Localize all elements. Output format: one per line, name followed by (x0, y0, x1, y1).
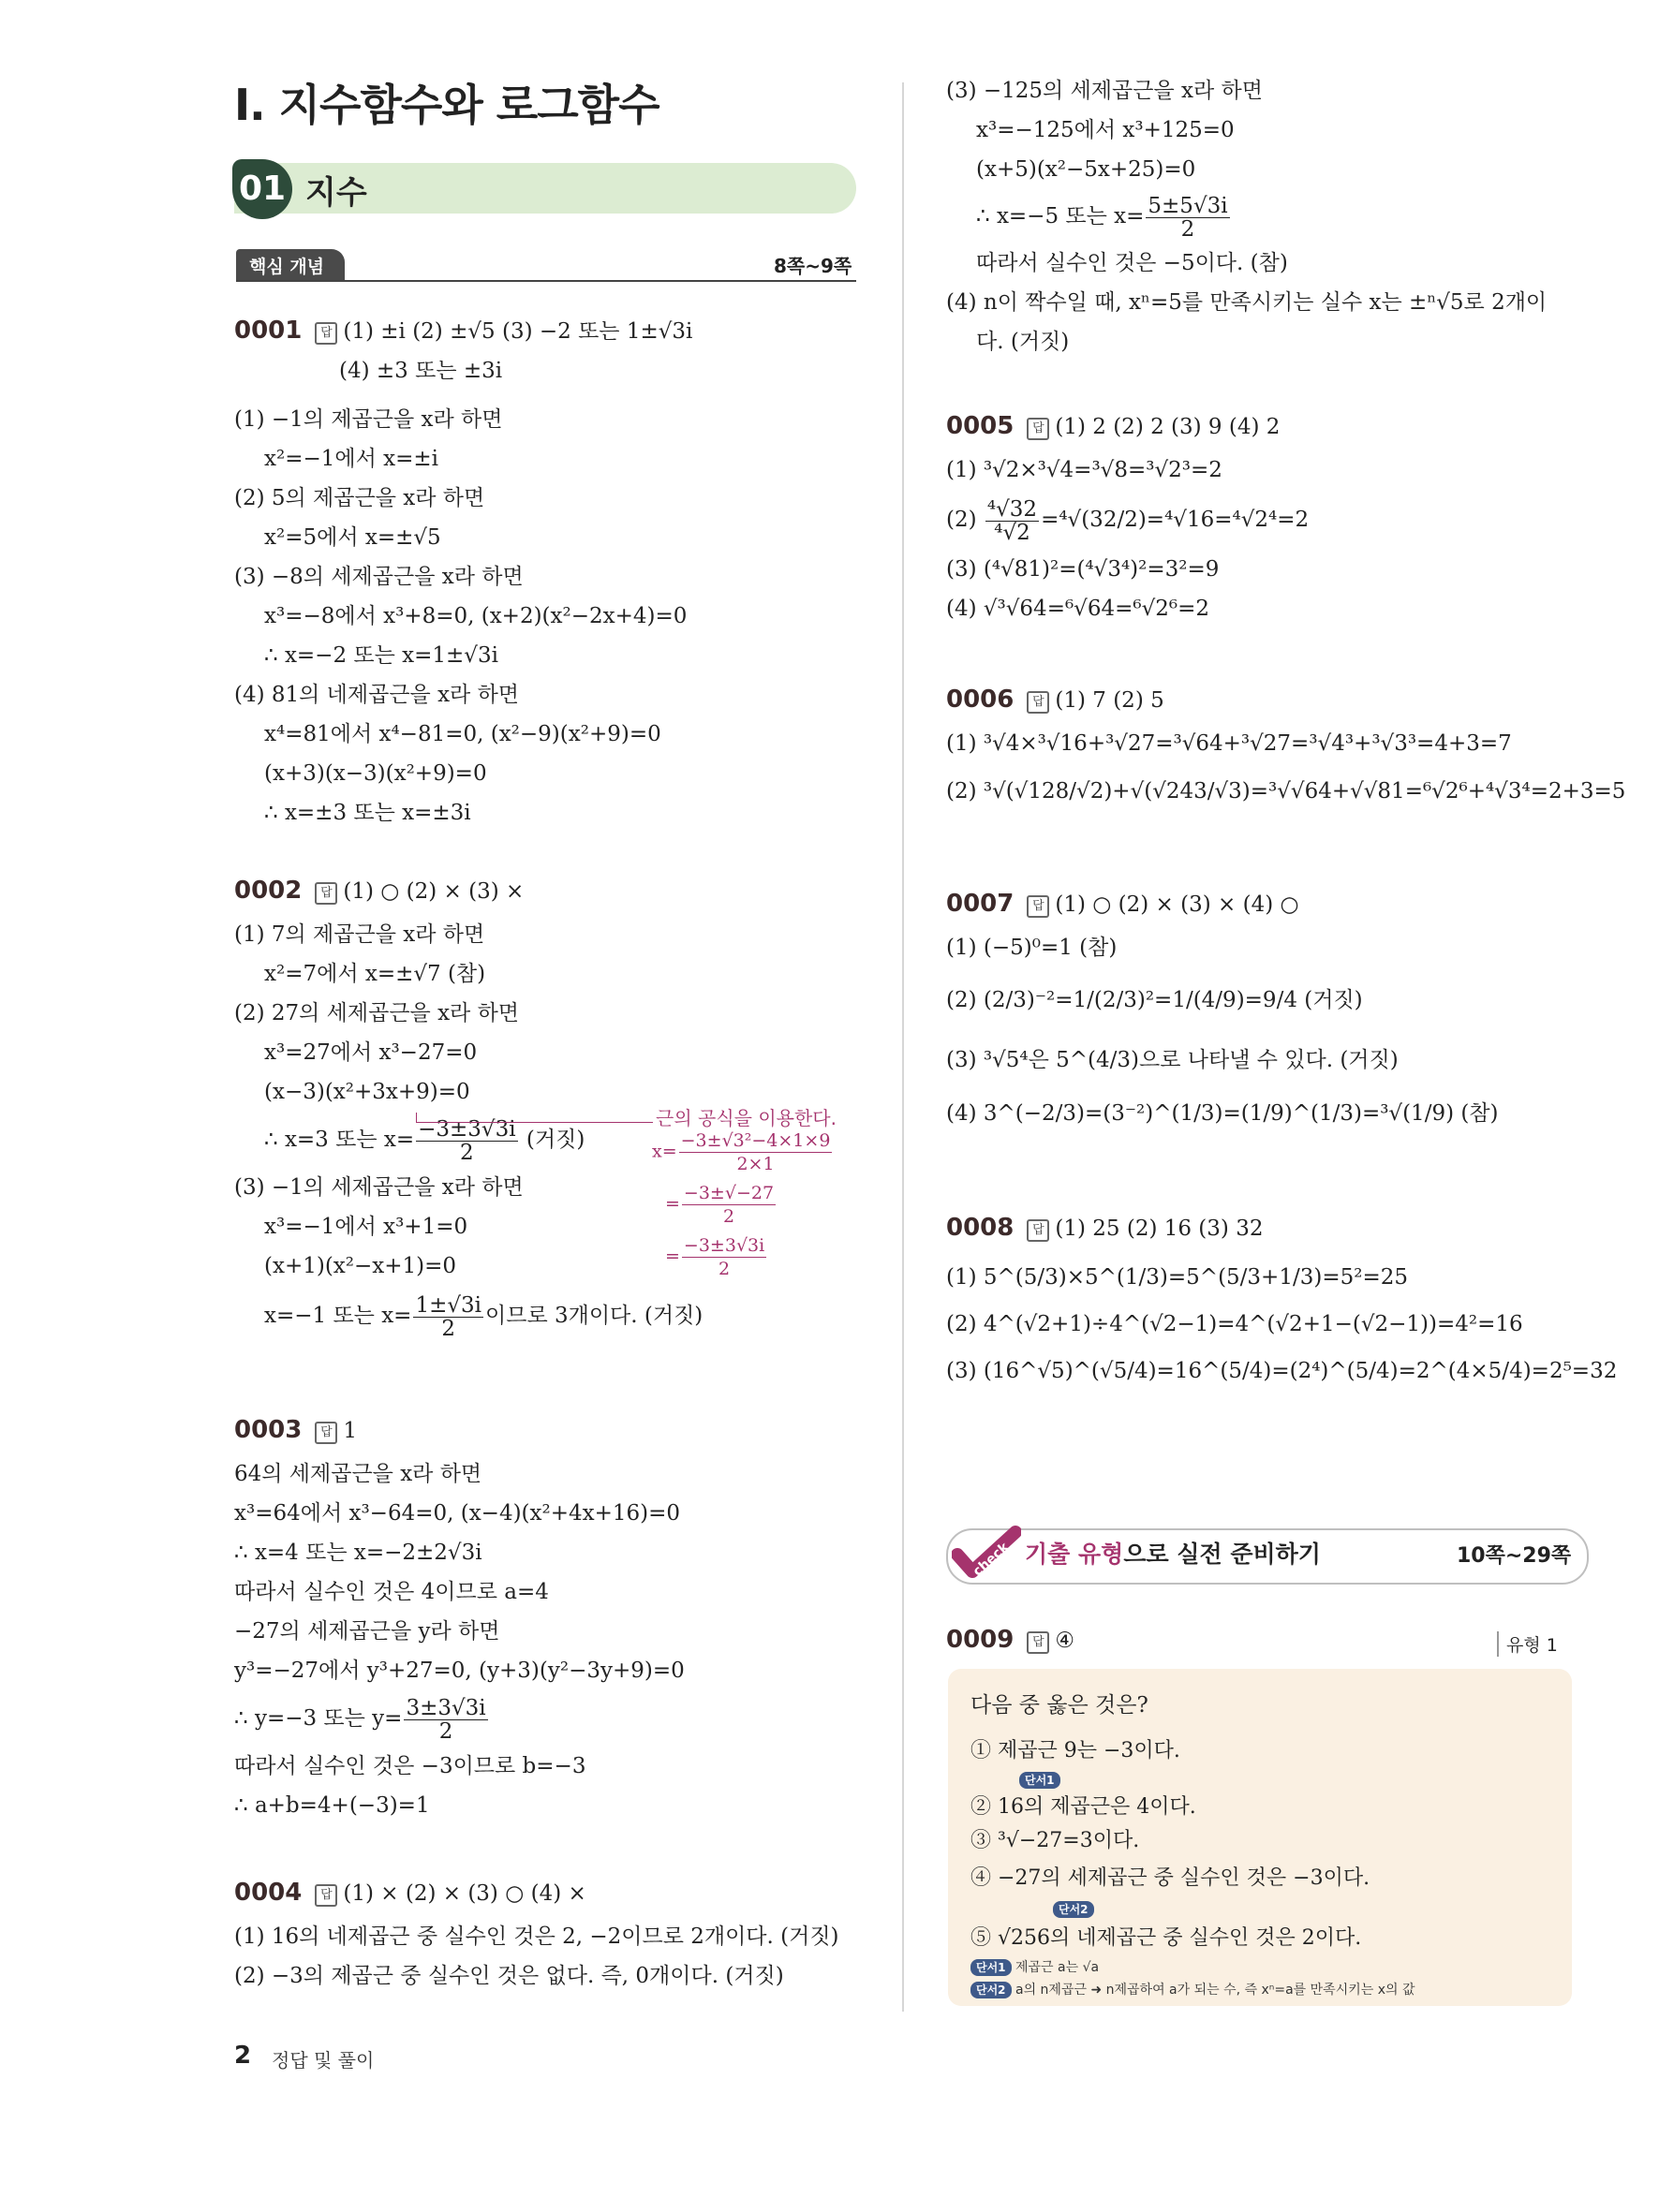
answer-text-cont: (4) ±3 또는 ±3i (339, 359, 503, 383)
solution-line: (3) (16^√5)^(√5/4)=16^(5/4)=(2⁴)^(5/4)=2^(4×5/4)=2⁵=32 (946, 1359, 1618, 1383)
denominator: 2 (718, 1259, 731, 1279)
problem-number: 0004 (234, 1879, 303, 1907)
answer-text: (1) 7 (2) 5 (1055, 688, 1164, 713)
problem-number: 0001 (234, 317, 303, 345)
solution-line: (3) ³√5⁴은 5^(4/3)으로 나타낼 수 있다. (거짓) (946, 1048, 1399, 1072)
solution-text: (2) (946, 508, 977, 532)
answer-text: (1) 25 (2) 16 (3) 32 (1055, 1217, 1264, 1241)
core-divider (236, 280, 856, 282)
hint-text: a의 n제곱근 ➜ n제곱하여 a가 되는 수, 즉 xⁿ=a를 만족시키는 x의 값 (1015, 1983, 1415, 1998)
numerator: ⁴√32 (986, 496, 1038, 522)
answer-icon: 답 (315, 1422, 337, 1444)
hint-tag: 단서1 (1019, 1772, 1060, 1789)
solution-text: 이므로 3개이다. (거짓) (485, 1304, 704, 1328)
problem-0006 (946, 680, 1625, 819)
answer-text: (1) × (2) × (3) ○ (4) × (343, 1881, 586, 1906)
fraction (985, 498, 1039, 544)
denominator: 2 (722, 1206, 735, 1227)
denominator: 2 (1180, 216, 1195, 242)
solution-line: ∴ x=4 또는 x=−2±2√3i (234, 1541, 482, 1565)
solution-line: x³=27에서 x³−27=0 (264, 1040, 478, 1065)
solution-line: x⁴=81에서 x⁴−81=0, (x²−9)(x²+9)=0 (264, 722, 661, 746)
denominator: 2 (441, 1316, 456, 1341)
solution-line: (x+3)(x−3)(x²+9)=0 (264, 761, 487, 786)
solution-line: (x+1)(x²−x+1)=0 (264, 1254, 457, 1278)
denominator: 2×1 (736, 1154, 775, 1174)
solution-line: x²=5에서 x=±√5 (264, 525, 441, 550)
solution-line: (1) 5^(5/3)×5^(1/3)=5^(5/3+1/3)=5²=25 (946, 1265, 1408, 1290)
numerator: 1±√3i (415, 1292, 482, 1318)
numerator: −3±√3²−4×1×9 (680, 1130, 831, 1151)
solution-line: (2) 4^(√2+1)÷4^(√2−1)=4^(√2+1−(√2−1))=4²=16 (946, 1312, 1523, 1336)
solution-line: x³=−8에서 x³+8=0, (x+2)(x²−2x+4)=0 (264, 604, 688, 628)
solution-line: (4) 3^(−2/3)=(3⁻²)^(1/3)=(1/9)^(1/3)=³√(1/9) (참) (946, 1101, 1499, 1126)
solution-text: (거짓) (526, 1128, 585, 1152)
solution-line: x²=7에서 x=±√7 (참) (264, 962, 486, 986)
numerator: −3±3√3i (418, 1116, 516, 1142)
solution-line: ∴ x=±3 또는 x=±3i (264, 801, 471, 825)
answer-icon: 답 (1027, 1219, 1049, 1242)
denominator: 2 (438, 1718, 453, 1744)
problem-0004-cont (946, 71, 1547, 361)
solution-line: 따라서 실수인 것은 −3이므로 b=−3 (234, 1754, 586, 1778)
solution-line: (2) −3의 제곱근 중 실수인 것은 없다. 즉, 0개이다. (거짓) (234, 1964, 784, 1988)
solution-line: ∴ a+b=4+(−3)=1 (234, 1793, 430, 1818)
solution-text: =⁴√(32/2)=⁴√16=⁴√2⁴=2 (1041, 508, 1310, 532)
solution-line: (4) √³√64=⁶√64=⁶√2⁶=2 (946, 597, 1210, 621)
solution-line: x³=−125에서 x³+125=0 (976, 118, 1235, 142)
solution-line: (1) ³√4×³√16+³√27=³√64+³√27=³√4³+³√3³=4+3=7 (946, 731, 1512, 756)
hint-tag: 단서1 (970, 1959, 1012, 1976)
solution-text: ∴ y=−3 또는 y= (234, 1706, 403, 1731)
check-badge-text: check (970, 1540, 1013, 1580)
fraction (413, 1294, 483, 1340)
numerator: 3±3√3i (406, 1695, 486, 1720)
solution-line: (2) 27의 세제곱근을 x라 하면 (234, 1001, 520, 1025)
solution-line: (1) −1의 제곱근을 x라 하면 (234, 407, 503, 432)
answer-icon: 답 (315, 1884, 337, 1907)
page-number: 2 (234, 2042, 252, 2070)
problem-number: 0008 (946, 1214, 1015, 1242)
denominator: 2 (460, 1140, 474, 1165)
solution-line: (1) 16의 네제곱근 중 실수인 것은 2, −2이므로 2개이다. (거짓) (234, 1924, 839, 1949)
question-text: 다음 중 옳은 것은? (970, 1693, 1148, 1718)
problem-0008 (946, 1208, 1617, 1394)
solution-line: (1) ³√2×³√4=³√8=³√2³=2 (946, 458, 1222, 482)
note-text: x= (652, 1141, 677, 1162)
solution-line: 다. (거짓) (976, 330, 1070, 354)
numerator: 5±5√3i (1148, 193, 1228, 218)
check-title (1025, 1536, 1321, 1570)
chapter-title: I. 지수함수와 로그함수 (234, 80, 659, 130)
numerator: −3±√−27 (683, 1183, 775, 1203)
note-step-3 (665, 1234, 768, 1280)
answer-text: (1) ○ (2) × (3) × (343, 879, 525, 904)
solution-line: x²=−1에서 x=±i (264, 447, 438, 471)
solution-line: (3) (⁴√81)²=(⁴√3⁴)²=3²=9 (946, 557, 1220, 582)
answer-icon: 답 (1027, 418, 1049, 440)
option-2: ② 16의 제곱근은 4이다. (970, 1795, 1196, 1819)
solution-line: x³=64에서 x³−64=0, (x−4)(x²+4x+16)=0 (234, 1501, 681, 1526)
answer-icon: 답 (315, 322, 337, 345)
option-1: ① 제곱근 9는 −3이다. (970, 1739, 1180, 1762)
answer-text: (1) ○ (2) × (3) × (4) ○ (1055, 892, 1299, 917)
fraction (679, 1129, 833, 1175)
numerator: −3±3√3i (683, 1235, 765, 1256)
problem-0001 (234, 311, 692, 833)
note-arrow (416, 1113, 653, 1123)
option-5: ⑤ √256의 네제곱근 중 실수인 것은 2이다. (970, 1926, 1362, 1950)
hint-line-1 (970, 1957, 1099, 1976)
problem-0004 (234, 1873, 839, 1996)
solution-line: −27의 세제곱근을 y라 하면 (234, 1619, 500, 1644)
answer-text: 1 (343, 1419, 358, 1443)
solution-line: (3) −125의 세제곱근을 x라 하면 (946, 79, 1263, 103)
fraction (1146, 195, 1229, 241)
option-4: ④ −27의 세제곱근 중 실수인 것은 −3이다. (970, 1866, 1370, 1890)
answer-text: (1) 2 (2) 2 (3) 9 (4) 2 (1055, 415, 1281, 439)
solution-line: (4) 81의 네제곱근을 x라 하면 (234, 683, 520, 707)
section-number: 01 (232, 159, 292, 219)
problem-number: 0009 (946, 1626, 1015, 1654)
solution-line: (3) −8의 세제곱근을 x라 하면 (234, 565, 524, 589)
note-label: 근의 공식을 이용한다. (656, 1107, 837, 1129)
answer-text: (1) ±i (2) ±√5 (3) −2 또는 1±√3i (343, 319, 693, 344)
solution-line: (3) −1의 세제곱근을 x라 하면 (234, 1175, 524, 1200)
solution-text: ∴ x=−5 또는 x= (976, 204, 1145, 229)
fraction (682, 1182, 776, 1228)
problem-0003 (234, 1410, 685, 1825)
answer-text: ④ (1055, 1629, 1074, 1653)
problem-0009-header (946, 1620, 1074, 1660)
type-label: 유형 1 (1497, 1631, 1558, 1657)
section-title: 지수 (305, 174, 367, 212)
hint-marker-2 (1053, 1895, 1094, 1919)
solution-line: (x+5)(x²−5x+25)=0 (976, 157, 1196, 182)
check-badge-icon (952, 1525, 1021, 1583)
answer-icon: 답 (1027, 1631, 1049, 1654)
problem-0002 (234, 871, 703, 1346)
solution-text: ∴ x=3 또는 x= (264, 1128, 415, 1152)
solution-text: x=−1 또는 x= (264, 1304, 412, 1328)
problem-number: 0002 (234, 877, 303, 905)
solution-line: 64의 세제곱근을 x라 하면 (234, 1462, 482, 1486)
problem-number: 0007 (946, 890, 1015, 918)
solution-line: ∴ x=−2 또는 x=1±√3i (264, 643, 498, 668)
fraction (404, 1697, 487, 1743)
solution-line: (2) 5의 제곱근을 x라 하면 (234, 486, 485, 510)
answer-icon: 답 (1027, 895, 1049, 918)
answer-icon: 답 (315, 882, 337, 905)
solution-line: (x−3)(x²+3x+9)=0 (264, 1080, 470, 1104)
note-text: = (665, 1193, 680, 1215)
note-text: = (665, 1246, 680, 1267)
check-title-highlight: 기출 유형 (1025, 1541, 1124, 1568)
hint-tag: 단서2 (970, 1982, 1012, 1998)
solution-line: x³=−1에서 x³+1=0 (264, 1215, 468, 1239)
solution-line: (2) ³√(√128/√2)+√(√243/√3)=³√√64+√√81=⁶√2⁶+⁴√3⁴=2+3=5 (946, 779, 1626, 804)
solution-line: y³=−27에서 y³+27=0, (y+3)(y²−3y+9)=0 (234, 1659, 685, 1683)
check-title-rest: 으로 실전 준비하기 (1123, 1541, 1321, 1568)
note-step-1 (652, 1129, 834, 1175)
hint-line-2 (970, 1980, 1415, 1998)
problem-0005 (946, 406, 1309, 628)
hint-text: 제곱근 a는 √a (1015, 1960, 1100, 1975)
check-pages: 10쪽~29쪽 (1457, 1544, 1572, 1568)
problem-0007 (946, 884, 1499, 1140)
column-divider (902, 82, 904, 2012)
solution-line: (1) (−5)⁰=1 (참) (946, 936, 1118, 960)
denominator: ⁴√2 (994, 520, 1030, 545)
core-concept-pages: 8쪽~9쪽 (774, 255, 852, 277)
problem-number: 0006 (946, 686, 1015, 714)
option-3: ③ ³√−27=3이다. (970, 1829, 1140, 1852)
core-concept-tag: 핵심 개념 (236, 249, 345, 282)
fraction (416, 1118, 517, 1164)
problem-number: 0005 (946, 412, 1015, 440)
hint-tag: 단서2 (1053, 1901, 1094, 1918)
problem-number: 0003 (234, 1416, 303, 1444)
note-step-2 (665, 1182, 778, 1228)
solution-line: 따라서 실수인 것은 −5이다. (참) (976, 251, 1288, 275)
solution-line: (2) (2/3)⁻²=1/(2/3)²=1/(4/9)=9/4 (거짓) (946, 988, 1363, 1012)
footer-label: 정답 및 풀이 (272, 2049, 375, 2072)
solution-line: (1) 7의 제곱근을 x라 하면 (234, 922, 485, 947)
solution-line: (4) n이 짝수일 때, xⁿ=5를 만족시키는 실수 x는 ±ⁿ√5로 2개이 (946, 290, 1548, 315)
hint-marker-1 (1019, 1766, 1060, 1790)
answer-icon: 답 (1027, 691, 1049, 714)
fraction (682, 1234, 766, 1280)
solution-line: 따라서 실수인 것은 4이므로 a=4 (234, 1580, 549, 1604)
